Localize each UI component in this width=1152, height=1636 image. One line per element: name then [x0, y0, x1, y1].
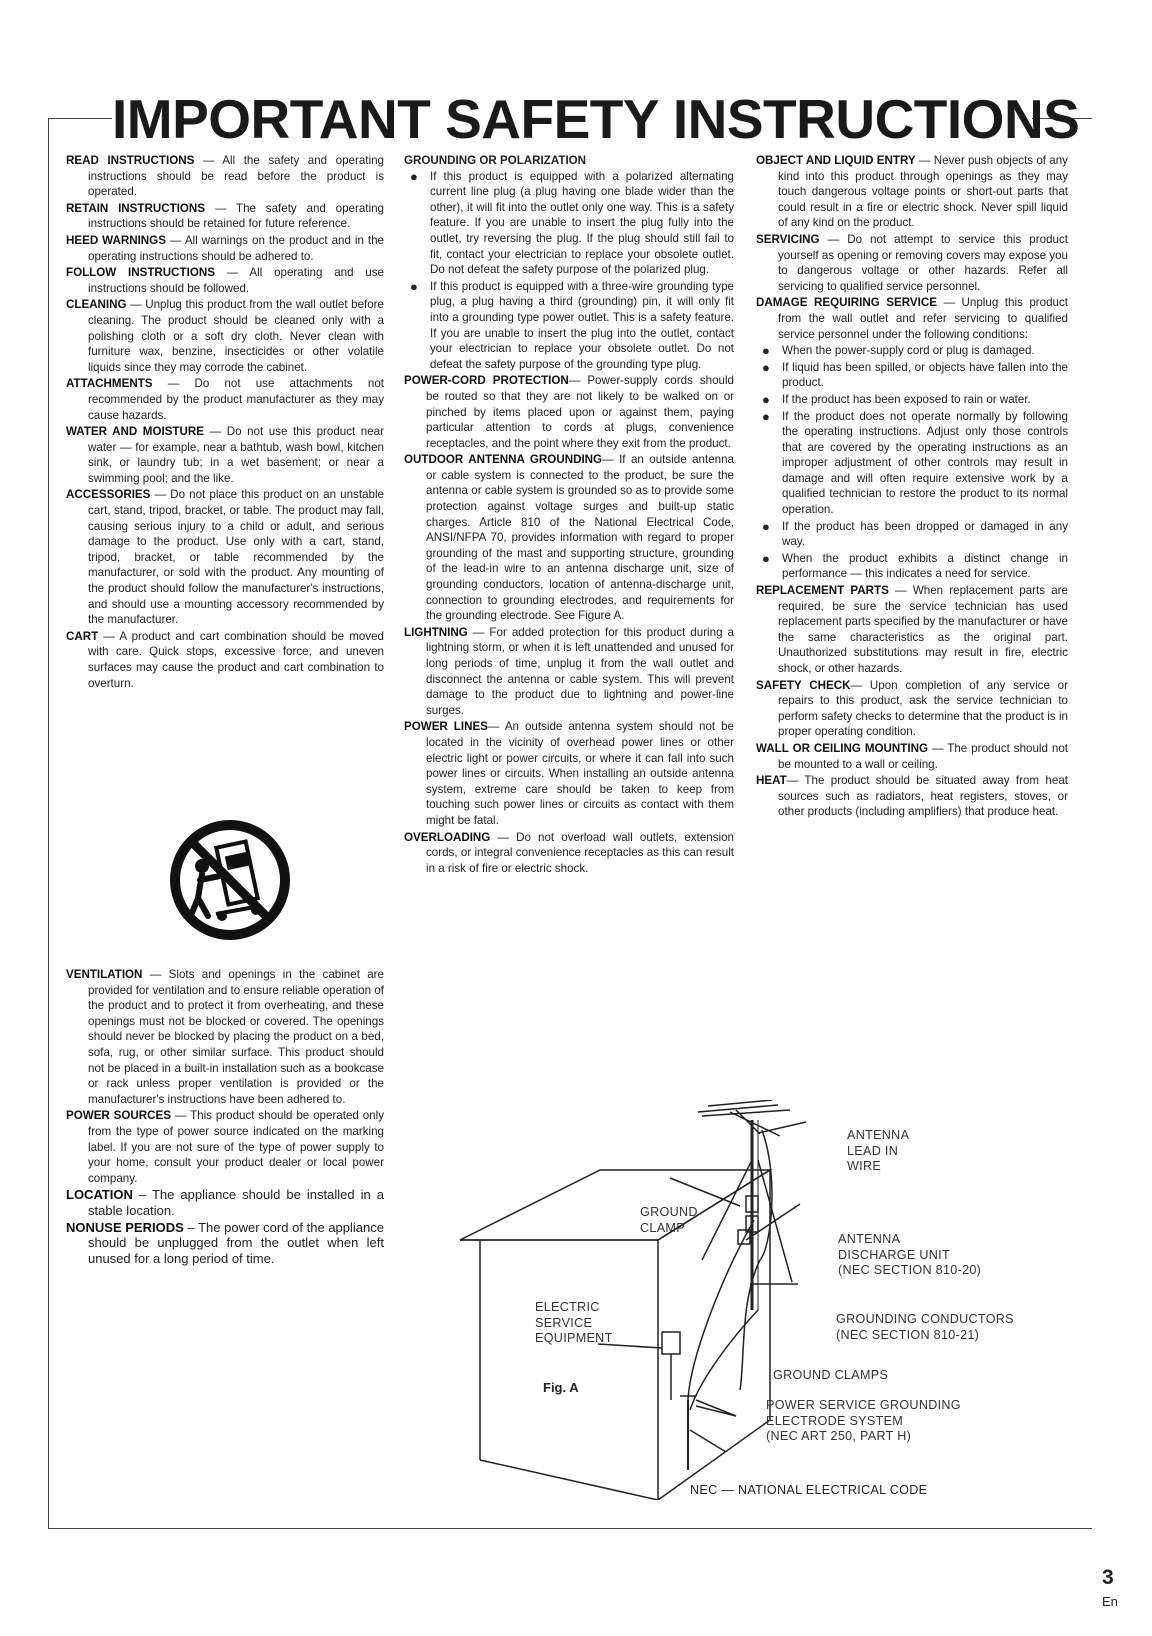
item-text: — The product should not be mounted to a wall or ceiling.	[778, 741, 1069, 771]
item-object-liquid-entry	[756, 153, 1068, 231]
item-heat	[756, 773, 1068, 820]
list-item	[404, 169, 734, 278]
item-text: — If an outside antenna or cable system is connected to the product, be sure the antenna or cable system is grounded so as to provide some protection against voltage surges and built-up static charges. Article 810 of the National Electrical Code, ANSI/NFPA 70, provides information with regard to proper grounding of the mast and supporting structure, grounding of the lead-in wire to an antenna discharge unit, size of grounding conductors, location of antenna-discharge unit, connection to grounding electrodes, and requirements for the grounding electrode. See Figure A.	[426, 453, 734, 623]
item-text: — Do not overload wall outlets, extension cords, or integral convenience receptacles as this can result in a risk of fire or electric shock.	[426, 830, 734, 875]
column-1	[66, 153, 384, 692]
item-text: — All warnings on the product and in the operating instructions should be adhered to.	[88, 233, 384, 263]
item-heading: OBJECT AND LIQUID ENTRY	[756, 154, 916, 167]
item-follow-instructions	[66, 265, 384, 296]
bullet-icon: ●	[762, 391, 770, 407]
item-text: — The safety and operating instructions should be retained for future reference.	[88, 201, 384, 231]
item-text: — Do not place this product on an unstable cart, stand, tripod, bracket, or table. The product may fall, causing serious injury to a child or adult, and serious damage to the product. Use only with a cart, stand, tripod, bracket, or table recommended by the manufacturer, or sold with the product. Any mounting of the product should follow the manufacturer's instructions, and should use a mounting accessory recommended by the manufacturer.	[88, 488, 384, 627]
item-text: — Never push objects of any kind into this product through openings as they may touch dangerous voltage points or short-out parts that could result in a fire or electric shock. Never spill liquid of any kind on the product.	[778, 154, 1068, 230]
bullet-text: If the product does not operate normally by following the operating instructions. Adjust only those controls that are covered by the operating instructions as an improper adjustment of other controls may result in damage and will often require extensive work by a qualified technician to restore the product to its normal operation.	[782, 409, 1068, 517]
item-heading: ACCESSORIES	[66, 488, 151, 502]
cart-warning-icon	[168, 818, 292, 942]
bullet-icon: ●	[762, 343, 770, 359]
item-heading: DAMAGE REQUIRING SERVICE	[756, 296, 937, 310]
item-heading: HEAT	[756, 774, 787, 788]
list-item	[756, 519, 1068, 550]
item-heading: REPLACEMENT PARTS	[756, 584, 889, 598]
label-discharge-unit: ANTENNA DISCHARGE UNIT (NEC SECTION 810-20)	[838, 1232, 982, 1278]
item-text: — Slots and openings in the cabinet are provided for ventilation and to ensure reliable operation of the product and to protect it from overheating, and these openings must not be blocked or covered. The openings should never be blocked by placing the product on a bed, sofa, rug, or other similar surface. This product should not be placed in a built-in installation such as a bookcase or rack unless proper ventilation is provided or the manufacturer's instructions have been adhered to.	[88, 968, 384, 1106]
item-text: — All operating and use instructions should be followed.	[88, 266, 384, 295]
item-lightning	[404, 625, 734, 719]
label-ground-clamp: GROUND CLAMP	[640, 1205, 698, 1235]
item-text: — All the safety and operating instructions should be read before the product is operated.	[88, 154, 384, 199]
item-text: — Unplug this product from the wall outlet and refer servicing to qualified service personnel under the following conditions:	[778, 296, 1068, 341]
item-heading: SERVICING	[756, 232, 820, 246]
frame-line-left	[48, 118, 49, 1528]
item-wall-ceiling-mounting	[756, 741, 1068, 772]
item-replacement-parts	[756, 583, 1068, 677]
grounding-heading: GROUNDING OR POLARIZATION	[404, 154, 587, 167]
item-location	[66, 1187, 384, 1218]
item-servicing	[756, 232, 1068, 294]
item-ventilation	[66, 967, 384, 1107]
item-text: — This product should be operated only from the type of power source indicated on the marking label. If you are not sure of the type of power supply to your home, consult your product dealer or local power company.	[88, 1109, 384, 1185]
bullet-icon: ●	[762, 550, 770, 566]
item-heading: FOLLOW INSTRUCTIONS	[66, 266, 215, 280]
page-number: 3	[1102, 1566, 1114, 1589]
item-heading: CART	[66, 629, 99, 643]
list-item	[756, 392, 1068, 408]
item-nonuse-periods	[66, 1220, 384, 1267]
item-cart	[66, 629, 384, 691]
item-text: — The product should be situated away from heat sources such as radiators, heat registers, stoves, or other products (including amplifiers) that produce heat.	[778, 774, 1068, 819]
language-code: En	[1102, 1594, 1118, 1609]
item-text: — Upon completion of any service or repairs to this product, ask the service technician to perform safety checks to determine that the product is in proper operating condition.	[778, 678, 1068, 739]
item-accessories	[66, 487, 384, 627]
item-text: — A product and cart combination should be moved with care. Quick stops, excessive force, and uneven surfaces may cause the product and cart combination to overturn.	[88, 629, 384, 690]
item-heading: ATTACHMENTS	[66, 377, 153, 391]
item-retain-instructions	[66, 201, 384, 232]
item-heading: POWER SOURCES	[66, 1109, 171, 1123]
item-power-lines	[404, 719, 734, 828]
bullet-icon: ●	[762, 408, 770, 424]
label-ground-clamps: GROUND CLAMPS	[773, 1368, 889, 1382]
frame-line-top-left	[48, 118, 112, 119]
bullet-icon: ●	[410, 278, 418, 294]
item-heading: OVERLOADING	[404, 830, 491, 844]
item-heading: WATER AND MOISTURE	[66, 425, 204, 439]
bullet-text: If this product is equipped with a three-wire grounding type plug, a plug having a third (grounding) pin, it will only fit into a grounding type power outlet. This is a safety feature. If you are unable to insert the plug into the outlet, contact your electrician to replace your obsolete outlet. Do not defeat the safety purpose of the grounding type plug.	[430, 279, 734, 371]
item-text: — An outside antenna system should not be located in the vicinity of overhead power lines or other electric light or power circuits, or where it can fall into such power lines or circuits. When installing an outside antenna system, extreme care should be taken to keep from touching such power lines or circuits as contact with them might be fatal.	[426, 720, 734, 827]
item-safety-check	[756, 678, 1068, 740]
column-2	[404, 153, 734, 877]
item-text: — For added protection for this product during a lightning storm, or when it is left unattended and unused for long periods of time, unplug it from the wall outlet and disconnect the antenna or cable system. This will prevent damage to the product due to lightning and power-line surges.	[426, 625, 734, 717]
item-water-and-moisture	[66, 424, 384, 486]
item-heading: POWER-CORD PROTECTION	[404, 374, 569, 388]
item-text: — Power-supply cords should be routed so that they are not likely to be walked on or pinched by items placed upon or against them, paying particular attention to cords at plugs, convenience receptacles, and the point where they exit from the product.	[426, 374, 734, 450]
item-damage-requiring-service	[756, 295, 1068, 342]
list-item	[756, 409, 1068, 518]
item-heading: CLEANING	[66, 298, 127, 312]
item-text: — Do not use attachments not recommended by the product manufacturer as they may cause hazards.	[88, 377, 384, 422]
frame-line-bottom	[48, 1528, 1092, 1529]
column-3	[756, 153, 1068, 821]
item-heading: VENTILATION	[66, 968, 143, 981]
item-heading: OUTDOOR ANTENNA GROUNDING	[404, 453, 603, 467]
item-heading: POWER LINES	[404, 720, 488, 734]
item-text: — Do not use this product near water — for example, near a bathtub, wash bowl, kitchen sink, or laundry tub; in a wet basement; or near a swimming pool; and the like.	[88, 425, 384, 485]
item-heading: HEED WARNINGS	[66, 233, 166, 247]
item-text: – The power cord of the appliance should be unplugged from the outlet when left unused for a long period of time.	[88, 1219, 384, 1266]
item-overloading	[404, 830, 734, 877]
list-item	[404, 279, 734, 373]
figure-label: Fig. A	[543, 1380, 579, 1395]
item-heading: SAFETY CHECK	[756, 678, 851, 692]
item-heading: NONUSE PERIODS	[66, 1219, 184, 1235]
bullet-icon: ●	[762, 359, 770, 375]
item-text: — Do not attempt to service this product yourself as opening or removing covers may expose you to dangerous voltage or other hazards. Refer all servicing to qualified service personnel.	[778, 232, 1068, 293]
bullet-text: If this product is equipped with a polarized alternating current line plug (a plug having one blade wider than the other), it will fit into the outlet only one way. This is a safety feature. If you are unable to insert the plug fully into the outlet, try reversing the plug. If the plug should still fail to fit, contact your electrician to replace your obsolete outlet. Do not defeat the safety purpose of the polarized plug.	[430, 169, 734, 277]
bullet-text: When the power-supply cord or plug is damaged.	[782, 344, 1035, 358]
item-heading: RETAIN INSTRUCTIONS	[66, 201, 206, 215]
item-text: — Unplug this product from the wall outlet before cleaning. The product should be cleaned only with a polishing cloth or a soft dry cloth. Never clean with furniture wax, benzine, insecticides or other volatile liquids since they may corrode the cabinet.	[88, 298, 384, 374]
item-attachments	[66, 376, 384, 423]
bullet-text: If the product has been dropped or damaged in any way.	[782, 519, 1068, 549]
page-title: IMPORTANT SAFETY INSTRUCTIONS	[112, 88, 1080, 150]
item-read-instructions	[66, 153, 384, 200]
label-power-service: POWER SERVICE GROUNDING ELECTRODE SYSTEM (NEC ART 250, PART H)	[766, 1398, 961, 1444]
item-heading: LOCATION	[66, 1187, 133, 1203]
label-grounding-conductors: GROUNDING CONDUCTORS (NEC SECTION 810-21)	[836, 1312, 1014, 1342]
list-item	[756, 343, 1068, 359]
item-heading: READ INSTRUCTIONS	[66, 154, 195, 167]
item-text: – The appliance should be installed in a stable location.	[88, 1187, 384, 1218]
bullet-text: If the product has been exposed to rain or water.	[782, 392, 1031, 406]
bullet-text: If liquid has been spilled, or objects have fallen into the product.	[782, 360, 1068, 390]
item-heed-warnings	[66, 233, 384, 264]
bullet-icon: ●	[762, 518, 770, 534]
column-1-lower	[66, 967, 384, 1267]
item-power-sources	[66, 1108, 384, 1186]
item-cleaning	[66, 297, 384, 375]
list-item	[756, 360, 1068, 391]
item-power-cord-protection	[404, 373, 734, 451]
item-outdoor-antenna-grounding	[404, 452, 734, 624]
house-roof	[460, 1170, 770, 1240]
bullet-icon: ●	[410, 168, 418, 184]
label-electric-service: ELECTRIC SERVICE EQUIPMENT	[535, 1300, 613, 1346]
item-heading: WALL OR CEILING MOUNTING	[756, 741, 928, 755]
label-antenna-lead: ANTENNA LEAD IN WIRE	[847, 1128, 910, 1174]
item-heading: LIGHTNING	[404, 625, 468, 639]
bullet-text: When the product exhibits a distinct change in performance — this indicates a need for service.	[782, 551, 1068, 581]
nec-note: NEC — NATIONAL ELECTRICAL CODE	[690, 1483, 928, 1497]
item-text: — When replacement parts are required, be sure the service technician has used replacement parts specified by the manufacturer or have the same characteristics as the original part. Unauthorized substitutions may result in fire, electric shock, or other hazards.	[778, 584, 1068, 675]
list-item	[756, 551, 1068, 582]
